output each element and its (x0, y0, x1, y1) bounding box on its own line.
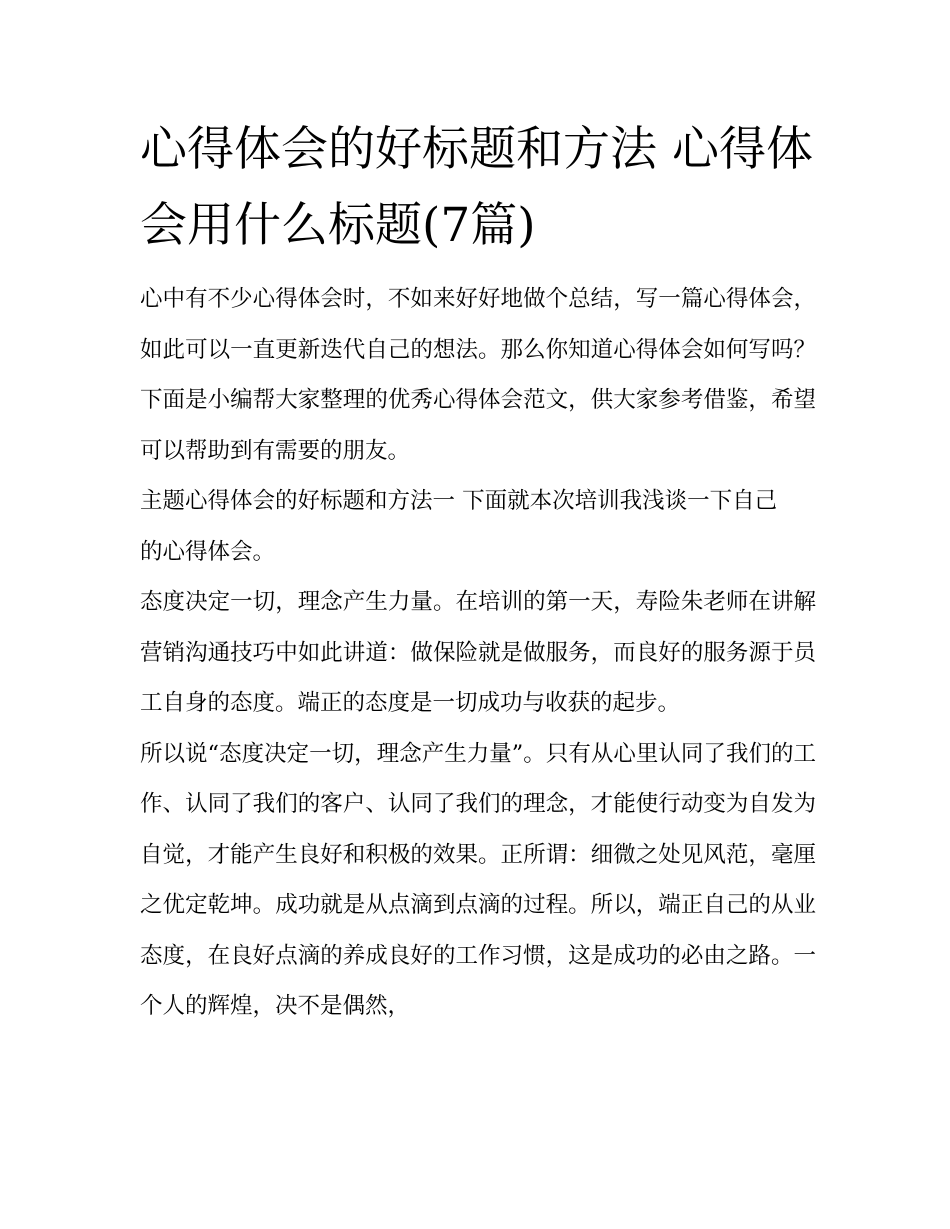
paragraph-attitude: 态度决定一切，理念产生力量。在培训的第一天，寿险朱老师在讲解营销沟通技巧中如此讲道：做保险就是做服务，而良好的服务源于员工自身的态度。端正的态度是一切成功与收获的起步。 (140, 589, 816, 716)
paragraph-intro: 心中有不少心得体会时，不如来好好地做个总结，写一篇心得体会，如此可以一直更新迭代自己的想法。那么你知道心得体会如何写吗？下面是小编帮大家整理的优秀心得体会范文，供大家参考借鉴，希望可以帮助到有需要的朋友。 (140, 286, 816, 464)
paragraph-topic-one: 主题心得体会的好标题和方法一 下面就本次培训我浅谈一下自己的心得体会。 (140, 488, 778, 565)
document-body (140, 112, 816, 1032)
paragraph-conclusion: 所以说“态度决定一切，理念产生力量”。只有从心里认同了我们的工作、认同了我们的客户、认同了我们的理念，才能使行动变为自发为自觉，才能产生良好和积极的效果。正所谓：细微之处见风范，毫厘之优定乾坤。成功就是从点滴到点滴的过程。所以，端正自己的从业态度，在良好点滴的养成良好的工作习惯，这是成功的必由之路。一个人的辉煌，决不是偶然， (140, 740, 816, 1019)
document-title: 心得体会的好标题和方法 心得体会用什么标题(7篇) (140, 122, 813, 253)
